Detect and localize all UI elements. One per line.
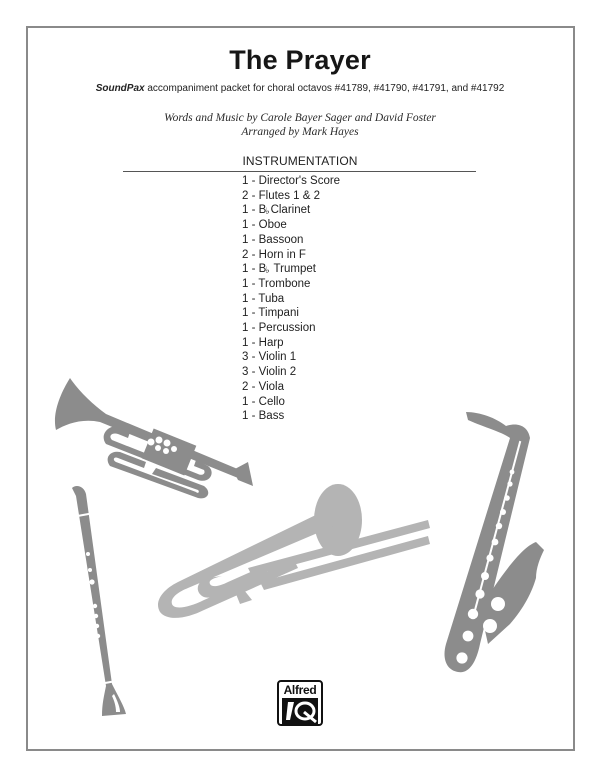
item-name: Violin 2 <box>258 366 297 379</box>
item-quantity: 1 <box>242 175 249 187</box>
alfred-logo <box>277 680 323 726</box>
subtitle-text: accompaniment packet for choral octavos #41789, #41790, #41791, and #41792 <box>144 83 505 94</box>
instrumentation-item <box>242 248 340 263</box>
item-name: Cello <box>258 395 285 408</box>
item-quantity: 1 <box>242 204 249 217</box>
item-separator: - <box>248 219 259 232</box>
item-quantity: 1 <box>242 233 249 246</box>
instrumentation-item <box>242 277 340 292</box>
item-name: Bassoon <box>258 233 304 246</box>
arranger-credit: Arranged by Mark Hayes <box>241 126 359 138</box>
instrumentation-item <box>242 174 340 189</box>
composer-credit: Words and Music by Carole Bayer Sager and David Foster <box>164 112 436 124</box>
saxophone-illustration <box>440 408 560 678</box>
instrumentation-heading: INSTRUMENTATION <box>242 154 358 168</box>
item-quantity: 1 <box>242 322 249 335</box>
item-quantity: 1 <box>242 336 249 349</box>
page-title: The Prayer <box>229 45 371 75</box>
item-name: Timpani <box>258 307 299 320</box>
clarinet-illustration <box>62 484 132 720</box>
item-key-letter: B <box>258 263 267 276</box>
item-separator: - <box>248 351 259 364</box>
item-quantity: 1 <box>242 263 249 276</box>
item-quantity: 1 <box>242 307 249 320</box>
item-quantity: 1 <box>242 395 249 408</box>
item-separator: - <box>248 380 259 393</box>
item-separator: - <box>248 292 259 305</box>
item-name: Trumpet <box>270 263 316 276</box>
instrumentation-item <box>242 218 340 233</box>
instrumentation-item <box>242 321 340 336</box>
instrumentation-item <box>242 350 340 365</box>
instrumentation-item <box>242 262 340 277</box>
item-quantity: 1 <box>242 219 249 232</box>
item-separator: - <box>248 189 259 202</box>
trumpet-illustration <box>48 374 258 499</box>
item-name: Violin 1 <box>258 351 297 364</box>
item-name: Director's Score <box>258 175 341 187</box>
item-name: Tuba <box>258 292 285 305</box>
instrumentation-item <box>242 233 340 248</box>
item-separator: - <box>248 248 259 261</box>
instrumentation-item <box>242 306 340 321</box>
item-name: Horn in F <box>258 248 306 261</box>
item-separator: - <box>248 233 259 246</box>
instrumentation-item <box>242 203 340 218</box>
credits <box>0 111 600 139</box>
item-name: Oboe <box>258 219 287 232</box>
item-name: Trombone <box>258 277 311 290</box>
item-separator: - <box>248 366 259 379</box>
item-separator: - <box>248 322 259 335</box>
item-separator: - <box>248 175 259 187</box>
item-separator: - <box>248 263 259 276</box>
item-quantity: 1 <box>242 277 249 290</box>
item-name: Percussion <box>258 322 316 335</box>
item-separator: - <box>248 277 259 290</box>
heading-divider <box>123 171 476 172</box>
item-quantity: 1 <box>242 410 249 423</box>
instrumentation-item <box>242 336 340 351</box>
instrumentation-item <box>242 189 340 204</box>
item-separator: - <box>248 307 259 320</box>
item-name: Bass <box>258 410 285 423</box>
logo-emblem-icon <box>280 698 320 724</box>
item-separator: - <box>248 336 259 349</box>
item-key-letter: B <box>258 204 267 217</box>
instrumentation-item <box>242 292 340 307</box>
item-name: Viola <box>258 380 285 393</box>
item-quantity: 1 <box>242 292 249 305</box>
item-name: Clarinet <box>270 204 311 217</box>
trombone-illustration <box>148 482 430 622</box>
flat-sign-icon: ♭ <box>265 265 270 276</box>
logo-wordmark: Alfred <box>283 683 317 697</box>
brand-name: SoundPax <box>95 83 145 94</box>
item-name: Harp <box>258 336 284 349</box>
item-separator: - <box>248 410 259 423</box>
item-quantity: 2 <box>242 248 249 261</box>
item-separator: - <box>248 204 259 217</box>
item-separator: - <box>248 395 259 408</box>
subtitle <box>0 83 600 94</box>
item-quantity: 2 <box>242 189 249 202</box>
item-name: Flutes 1 & 2 <box>258 189 321 202</box>
item-quantity: 3 <box>242 366 249 379</box>
flat-sign-icon: ♭ <box>265 206 270 217</box>
item-quantity: 3 <box>242 351 249 364</box>
item-quantity: 2 <box>242 380 249 393</box>
